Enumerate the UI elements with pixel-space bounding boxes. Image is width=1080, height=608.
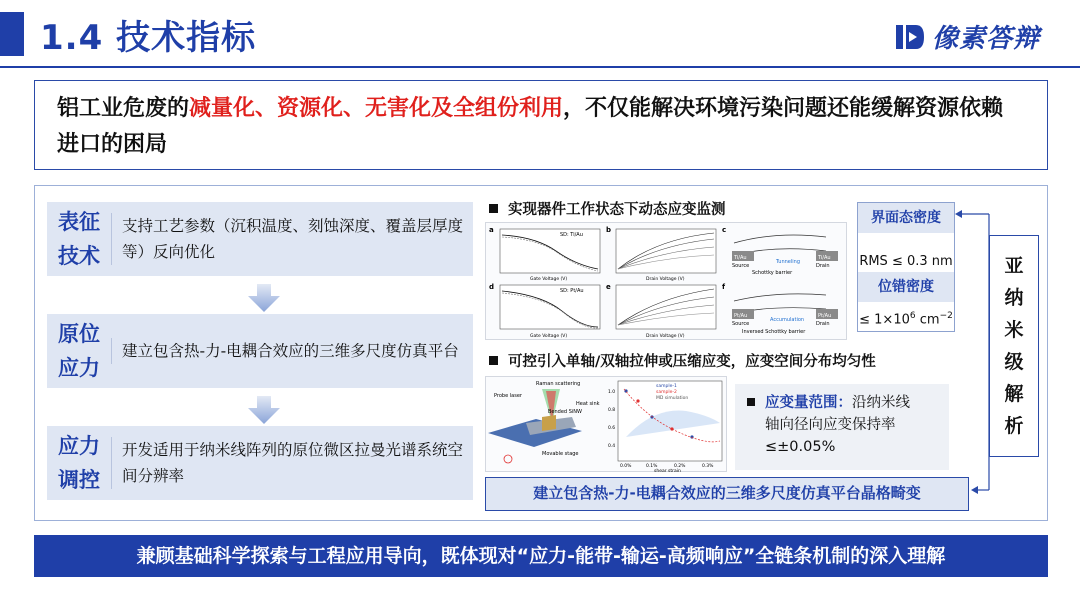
nano-char: 级 (1004, 351, 1024, 373)
intro-highlight: 减量化、资源化、无害化及全组份利用 (189, 96, 564, 121)
bracket-connector (953, 206, 993, 496)
nano-char: 亚 (1004, 255, 1024, 277)
legend-sample1: sample-1 (656, 384, 677, 389)
row-tag (47, 429, 111, 497)
nano-char: 解 (1004, 383, 1024, 405)
figure-device-characteristics (485, 222, 847, 340)
row-tag (47, 317, 111, 385)
metric-label: 位错密度 (858, 272, 954, 302)
section1-heading (489, 198, 726, 219)
legend-md: MD simulation (656, 396, 689, 401)
strain-range-box (735, 384, 949, 470)
logo-mark-icon (894, 21, 926, 53)
tag-line2: 调控 (58, 468, 100, 492)
row-desc: 建立包含热-力-电耦合效应的三维多尺度仿真平台 (111, 338, 473, 364)
probe-label: Probe laser (494, 393, 522, 399)
main-panel (34, 185, 1048, 521)
strain-line3: ≤±0.05% (765, 439, 836, 455)
nanowire-label: Bended SiNW (548, 409, 582, 415)
section2-heading (489, 350, 876, 371)
section2-heading-text: 可控引入单轴/双轴拉伸或压缩应变，应变空间分布均匀性 (508, 354, 876, 370)
title-accent-bar (0, 12, 24, 56)
metric-label: 界面态密度 (858, 203, 954, 233)
metric-value-exp: 6 (909, 311, 916, 321)
panel-d-xlabel: Gate Voltage (V) (530, 334, 568, 339)
panel-e-xlabel: Drain Voltage (V) (646, 334, 685, 339)
panel-e-label: e (606, 283, 611, 291)
strain-label: 应变量范围： (765, 395, 852, 411)
row-desc: 开发适用于纳米线阵列的原位微区拉曼光谱系统空间分辨率 (111, 437, 473, 489)
metric-value-unit: cm (915, 312, 940, 328)
ytick: 0.4 (608, 444, 616, 449)
xtick: 0.1% (646, 464, 658, 469)
metric-card-dislocation-density (857, 272, 955, 332)
nano-char: 析 (1004, 415, 1024, 437)
row-characterization (47, 202, 473, 276)
tag-line2: 技术 (58, 244, 100, 268)
panel-c-label: c (722, 226, 727, 234)
title-divider (0, 66, 1080, 68)
ytick: 1.0 (608, 390, 616, 395)
panel-f-left: Pt/Au (734, 313, 748, 319)
nano-scale-label-box (989, 235, 1039, 457)
intro-part2: ，不仅能解决环境污染问题还能缓解资源依赖进口的困局 (57, 96, 1004, 157)
strain-line1 (745, 392, 939, 414)
panel-f-barrier: Inversed Schottky barrier (742, 329, 806, 335)
ytick: 0.8 (608, 408, 616, 413)
bullet-icon (489, 204, 498, 213)
nano-char: 米 (1004, 319, 1024, 341)
panel-c-tunnel: Tunneling (776, 259, 800, 265)
legend-sample2: sample-2 (656, 390, 677, 395)
row-stress-control (47, 426, 473, 500)
tag-line2: 应力 (58, 356, 100, 380)
intro-box (34, 80, 1048, 170)
tag-line1: 表征 (58, 210, 100, 234)
panel-b-xlabel: Drain Voltage (V) (646, 277, 685, 282)
xlabel: shear strain (654, 469, 681, 473)
ytick: 0.6 (608, 426, 616, 431)
panel-f-drain: Drain (816, 321, 830, 327)
bullet-icon (489, 356, 498, 365)
panel-a-sd: SD: Ti/Au (560, 232, 583, 238)
metric-value-prefix: ≤ 1×10 (859, 312, 910, 328)
panel-c-right: Ti/Au (818, 255, 831, 261)
panel-f-source: Source (732, 321, 750, 327)
page-title: 1.4 技术指标 (40, 18, 257, 58)
panel-c-source: Source (732, 263, 750, 269)
panel-c-drain: Drain (816, 263, 830, 269)
bottom-banner: 兼顾基础科学探索与工程应用导向，既体现对“应力-能带-输运-高频响应”全链条机制的深入理解 (34, 535, 1048, 577)
tag-line1: 原位 (58, 322, 100, 346)
metric-value-unit-exp: −2 (939, 311, 953, 321)
panel-d-sd: SD: Pt/Au (560, 288, 584, 294)
stage-label: Movable stage (542, 451, 579, 457)
metric-value (858, 302, 954, 334)
panel-b-label: b (606, 226, 612, 234)
down-arrow-icon (247, 396, 281, 424)
panel-f-accumulation: Accumulation (770, 317, 805, 323)
lattice-distortion-bar: 建立包含热-力-电耦合效应的三维多尺度仿真平台晶格畸变 (485, 477, 969, 511)
panel-f-right: Pt/Au (818, 313, 832, 319)
section1-heading-text: 实现器件工作状态下动态应变监测 (508, 202, 726, 218)
strain-line2: 轴向径向应变保持率 (765, 417, 896, 433)
panel-d-label: d (489, 283, 495, 291)
raman-label: Raman scattering (536, 381, 581, 387)
xtick: 0.0% (620, 464, 632, 469)
strain-text1: 沿纳米线 (852, 395, 910, 411)
intro-text (57, 91, 1025, 163)
row-in-situ-stress (47, 314, 473, 388)
xtick: 0.2% (674, 464, 686, 469)
tag-line1: 应力 (58, 434, 100, 458)
panel-c-left: Ti/Au (734, 255, 747, 261)
row-desc: 支持工艺参数（沉积温度、刻蚀深度、覆盖层厚度等）反向优化 (111, 213, 473, 265)
row-tag (47, 205, 111, 273)
panel-c-barrier: Schottky barrier (752, 270, 793, 276)
xtick: 0.3% (702, 464, 714, 469)
panel-f-label: f (722, 283, 726, 291)
panel-a-label: a (489, 226, 494, 234)
intro-part1: 铝工业危废的 (57, 96, 190, 121)
nano-char: 纳 (1004, 287, 1024, 309)
metric-value: RMS ≤ 0.3 nm (859, 254, 953, 269)
heat-sink-label: Heat sink (576, 401, 600, 407)
logo-text: 像素答辩 (931, 24, 1040, 54)
brand-logo (894, 18, 1040, 55)
panel-a-xlabel: Gate Voltage (V) (530, 277, 568, 282)
figure-raman-strain (485, 376, 727, 472)
bullet-icon (747, 398, 755, 406)
down-arrow-icon (247, 284, 281, 312)
